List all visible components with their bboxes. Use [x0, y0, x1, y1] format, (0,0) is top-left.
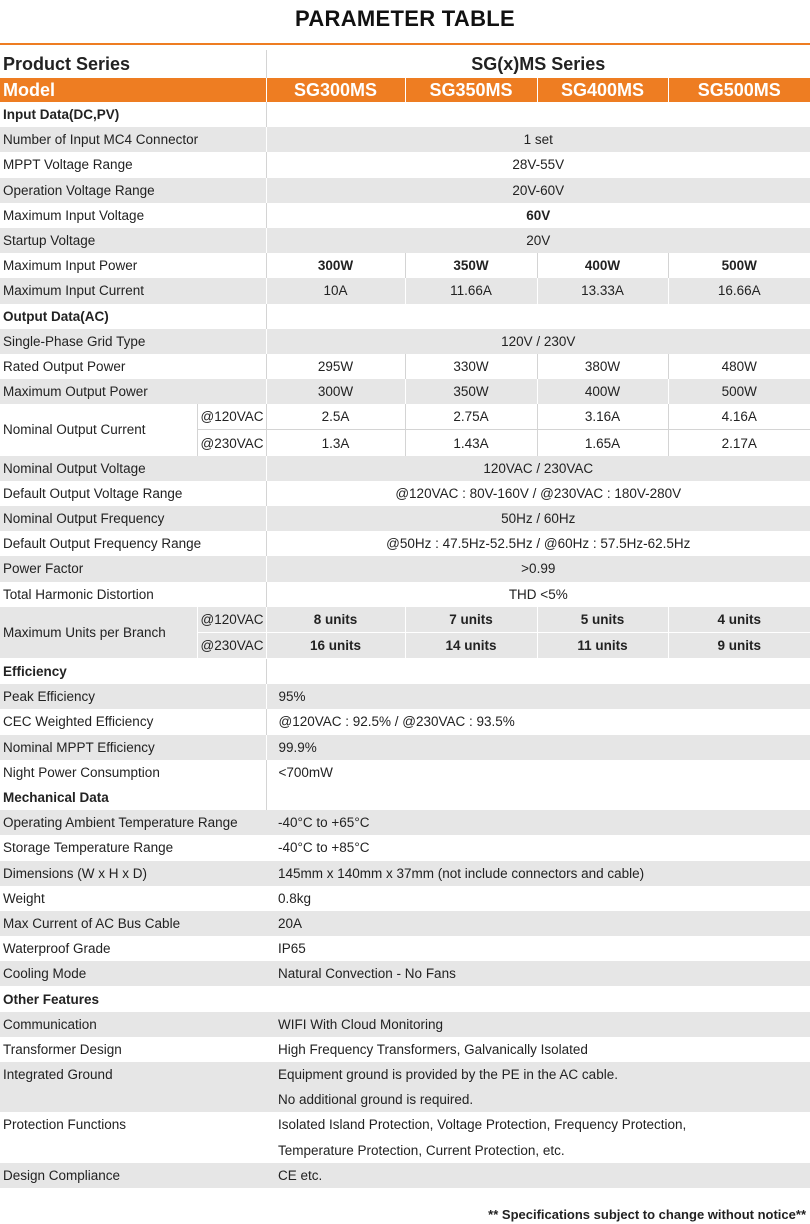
- param-value: 2.17A: [668, 430, 810, 456]
- param-value: 120VAC / 230VAC: [266, 456, 810, 481]
- param-label: Transformer Design: [0, 1037, 266, 1062]
- param-label: Default Output Frequency Range: [0, 531, 266, 556]
- param-value: 4.16A: [668, 404, 810, 430]
- param-value: Temperature Protection, Current Protection, etc.: [266, 1138, 810, 1163]
- param-value: @120VAC : 80V-160V / @230VAC : 180V-280V: [266, 481, 810, 506]
- param-value: 500W: [668, 379, 810, 404]
- param-value: -40°C to +65°C: [266, 810, 810, 835]
- param-label: Protection Functions: [0, 1112, 266, 1137]
- param-value: 20V-60V: [266, 178, 810, 203]
- table-row: [0, 936, 810, 961]
- param-value: Natural Convection - No Fans: [266, 961, 810, 986]
- param-value: @50Hz : 47.5Hz-52.5Hz / @60Hz : 57.5Hz-62.5Hz: [266, 531, 810, 556]
- table-row: [0, 1138, 810, 1163]
- param-value: 400W: [537, 253, 668, 278]
- param-value: 1.3A: [266, 430, 405, 456]
- param-label: Cooling Mode: [0, 961, 266, 986]
- section-title: Other Features: [0, 986, 266, 1011]
- product-series-row: [0, 50, 810, 78]
- table-row: [0, 556, 810, 581]
- param-label: Maximum Output Power: [0, 379, 266, 404]
- param-label: Operation Voltage Range: [0, 178, 266, 203]
- parameter-table: [0, 50, 810, 658]
- param-value: 120V / 230V: [266, 329, 810, 354]
- param-value: 16 units: [266, 632, 405, 658]
- table-row: [0, 760, 810, 785]
- param-value: 300W: [266, 253, 405, 278]
- section-header: [0, 785, 810, 810]
- param-label: MPPT Voltage Range: [0, 152, 266, 177]
- parameter-table-lower: [0, 659, 810, 1188]
- param-label: Operating Ambient Temperature Range: [0, 810, 266, 835]
- param-label: Maximum Units per Branch: [0, 607, 197, 658]
- table-row: [0, 1112, 810, 1137]
- section-header: [0, 986, 810, 1011]
- param-label: Max Current of AC Bus Cable: [0, 911, 266, 936]
- table-row: [0, 1062, 810, 1087]
- voltage-sublabel: @120VAC: [197, 404, 266, 430]
- product-series-value: SG(x)MS Series: [266, 50, 810, 78]
- param-value: 20V: [266, 228, 810, 253]
- param-value: 500W: [668, 253, 810, 278]
- table-row: [0, 152, 810, 177]
- model-name: SG350MS: [405, 78, 537, 102]
- table-row: [0, 684, 810, 709]
- table-row: [0, 835, 810, 860]
- table-row: [0, 456, 810, 481]
- param-label: Dimensions (W x H x D): [0, 861, 266, 886]
- voltage-sublabel: @230VAC: [197, 632, 266, 658]
- table-row: [0, 481, 810, 506]
- param-label: Design Compliance: [0, 1163, 266, 1188]
- table-row: [0, 1037, 810, 1062]
- section-header: [0, 102, 810, 127]
- param-value: 50Hz / 60Hz: [266, 506, 810, 531]
- param-value: 4 units: [668, 607, 810, 633]
- model-name: SG300MS: [266, 78, 405, 102]
- section-title: Output Data(AC): [0, 304, 266, 329]
- table-row: [0, 203, 810, 228]
- param-value: 95%: [266, 684, 810, 709]
- param-label: Maximum Input Voltage: [0, 203, 266, 228]
- param-value: 145mm x 140mm x 37mm (not include connectors and cable): [266, 861, 810, 886]
- param-value: 9 units: [668, 632, 810, 658]
- table-row: [0, 735, 810, 760]
- param-label: Maximum Input Current: [0, 278, 266, 303]
- table-row: [0, 506, 810, 531]
- param-value: 295W: [266, 354, 405, 379]
- param-value: @120VAC : 92.5% / @230VAC : 93.5%: [266, 709, 810, 734]
- param-label: Integrated Ground: [0, 1062, 266, 1087]
- page-title: PARAMETER TABLE: [294, 6, 515, 31]
- section-header: [0, 659, 810, 684]
- param-value: THD <5%: [266, 582, 810, 607]
- param-value: -40°C to +85°C: [266, 835, 810, 860]
- model-name: SG400MS: [537, 78, 668, 102]
- section-title: Mechanical Data: [0, 785, 266, 810]
- param-label: Night Power Consumption: [0, 760, 266, 785]
- param-label: Single-Phase Grid Type: [0, 329, 266, 354]
- table-row: [0, 1163, 810, 1188]
- param-value: 14 units: [405, 632, 537, 658]
- section-title: Input Data(DC,PV): [0, 102, 266, 127]
- param-value: 8 units: [266, 607, 405, 633]
- param-value: Equipment ground is provided by the PE in the AC cable.: [266, 1062, 810, 1087]
- param-label: Startup Voltage: [0, 228, 266, 253]
- table-row: [0, 582, 810, 607]
- param-value: 13.33A: [537, 278, 668, 303]
- param-value: 1.65A: [537, 430, 668, 456]
- param-value: 60V: [266, 203, 810, 228]
- param-value: 28V-55V: [266, 152, 810, 177]
- param-value: 11.66A: [405, 278, 537, 303]
- param-label: Number of Input MC4 Connector: [0, 127, 266, 152]
- param-label: Rated Output Power: [0, 354, 266, 379]
- table-row: [0, 911, 810, 936]
- param-label: Nominal Output Voltage: [0, 456, 266, 481]
- param-value: 1 set: [266, 127, 810, 152]
- table-row: [0, 404, 810, 430]
- param-label: Storage Temperature Range: [0, 835, 266, 860]
- param-value: WIFI With Cloud Monitoring: [266, 1012, 810, 1037]
- param-value: Isolated Island Protection, Voltage Protection, Frequency Protection,: [266, 1112, 810, 1137]
- table-row: [0, 178, 810, 203]
- param-label: Weight: [0, 886, 266, 911]
- table-row: [0, 607, 810, 633]
- table-row: [0, 278, 810, 303]
- param-value: 16.66A: [668, 278, 810, 303]
- table-row: [0, 329, 810, 354]
- param-value: 11 units: [537, 632, 668, 658]
- param-value: 5 units: [537, 607, 668, 633]
- table-row: [0, 127, 810, 152]
- table-row: [0, 1012, 810, 1037]
- param-value: 400W: [537, 379, 668, 404]
- param-value: No additional ground is required.: [266, 1087, 810, 1112]
- param-label: Total Harmonic Distortion: [0, 582, 266, 607]
- voltage-sublabel: @230VAC: [197, 430, 266, 456]
- param-value: 300W: [266, 379, 405, 404]
- param-value: 3.16A: [537, 404, 668, 430]
- param-value: 2.75A: [405, 404, 537, 430]
- section-header: [0, 304, 810, 329]
- param-value: <700mW: [266, 760, 810, 785]
- table-row: [0, 1087, 810, 1112]
- param-label: Nominal Output Current: [0, 404, 197, 455]
- param-value: 0.8kg: [266, 886, 810, 911]
- param-value: >0.99: [266, 556, 810, 581]
- table-row: [0, 228, 810, 253]
- param-value: High Frequency Transformers, Galvanically Isolated: [266, 1037, 810, 1062]
- param-label: Maximum Input Power: [0, 253, 266, 278]
- section-title: Efficiency: [0, 659, 266, 684]
- table-row: [0, 379, 810, 404]
- param-label: Nominal MPPT Efficiency: [0, 735, 266, 760]
- title-divider: [0, 43, 810, 45]
- param-value: 330W: [405, 354, 537, 379]
- voltage-sublabel: @120VAC: [197, 607, 266, 633]
- footer-note: ** Specifications subject to change without notice**: [488, 1207, 806, 1222]
- param-value: 20A: [266, 911, 810, 936]
- product-series-label: Product Series: [0, 50, 266, 78]
- param-value: IP65: [266, 936, 810, 961]
- param-value: 99.9%: [266, 735, 810, 760]
- param-label: Default Output Voltage Range: [0, 481, 266, 506]
- param-value: 7 units: [405, 607, 537, 633]
- param-value: CE etc.: [266, 1163, 810, 1188]
- table-row: [0, 354, 810, 379]
- param-value: 350W: [405, 379, 537, 404]
- param-label: Peak Efficiency: [0, 684, 266, 709]
- table-row: [0, 531, 810, 556]
- param-label: Waterproof Grade: [0, 936, 266, 961]
- param-value: 480W: [668, 354, 810, 379]
- table-row: [0, 810, 810, 835]
- table-row: [0, 886, 810, 911]
- param-label: Power Factor: [0, 556, 266, 581]
- param-value: 2.5A: [266, 404, 405, 430]
- table-row: [0, 961, 810, 986]
- param-label: CEC Weighted Efficiency: [0, 709, 266, 734]
- param-label: Nominal Output Frequency: [0, 506, 266, 531]
- model-name: SG500MS: [668, 78, 810, 102]
- param-value: 1.43A: [405, 430, 537, 456]
- table-row: [0, 709, 810, 734]
- param-value: 10A: [266, 278, 405, 303]
- table-row: [0, 861, 810, 886]
- param-value: 350W: [405, 253, 537, 278]
- param-value: 380W: [537, 354, 668, 379]
- param-label: Communication: [0, 1012, 266, 1037]
- model-row: [0, 78, 810, 102]
- table-row: [0, 253, 810, 278]
- model-label: Model: [0, 78, 266, 102]
